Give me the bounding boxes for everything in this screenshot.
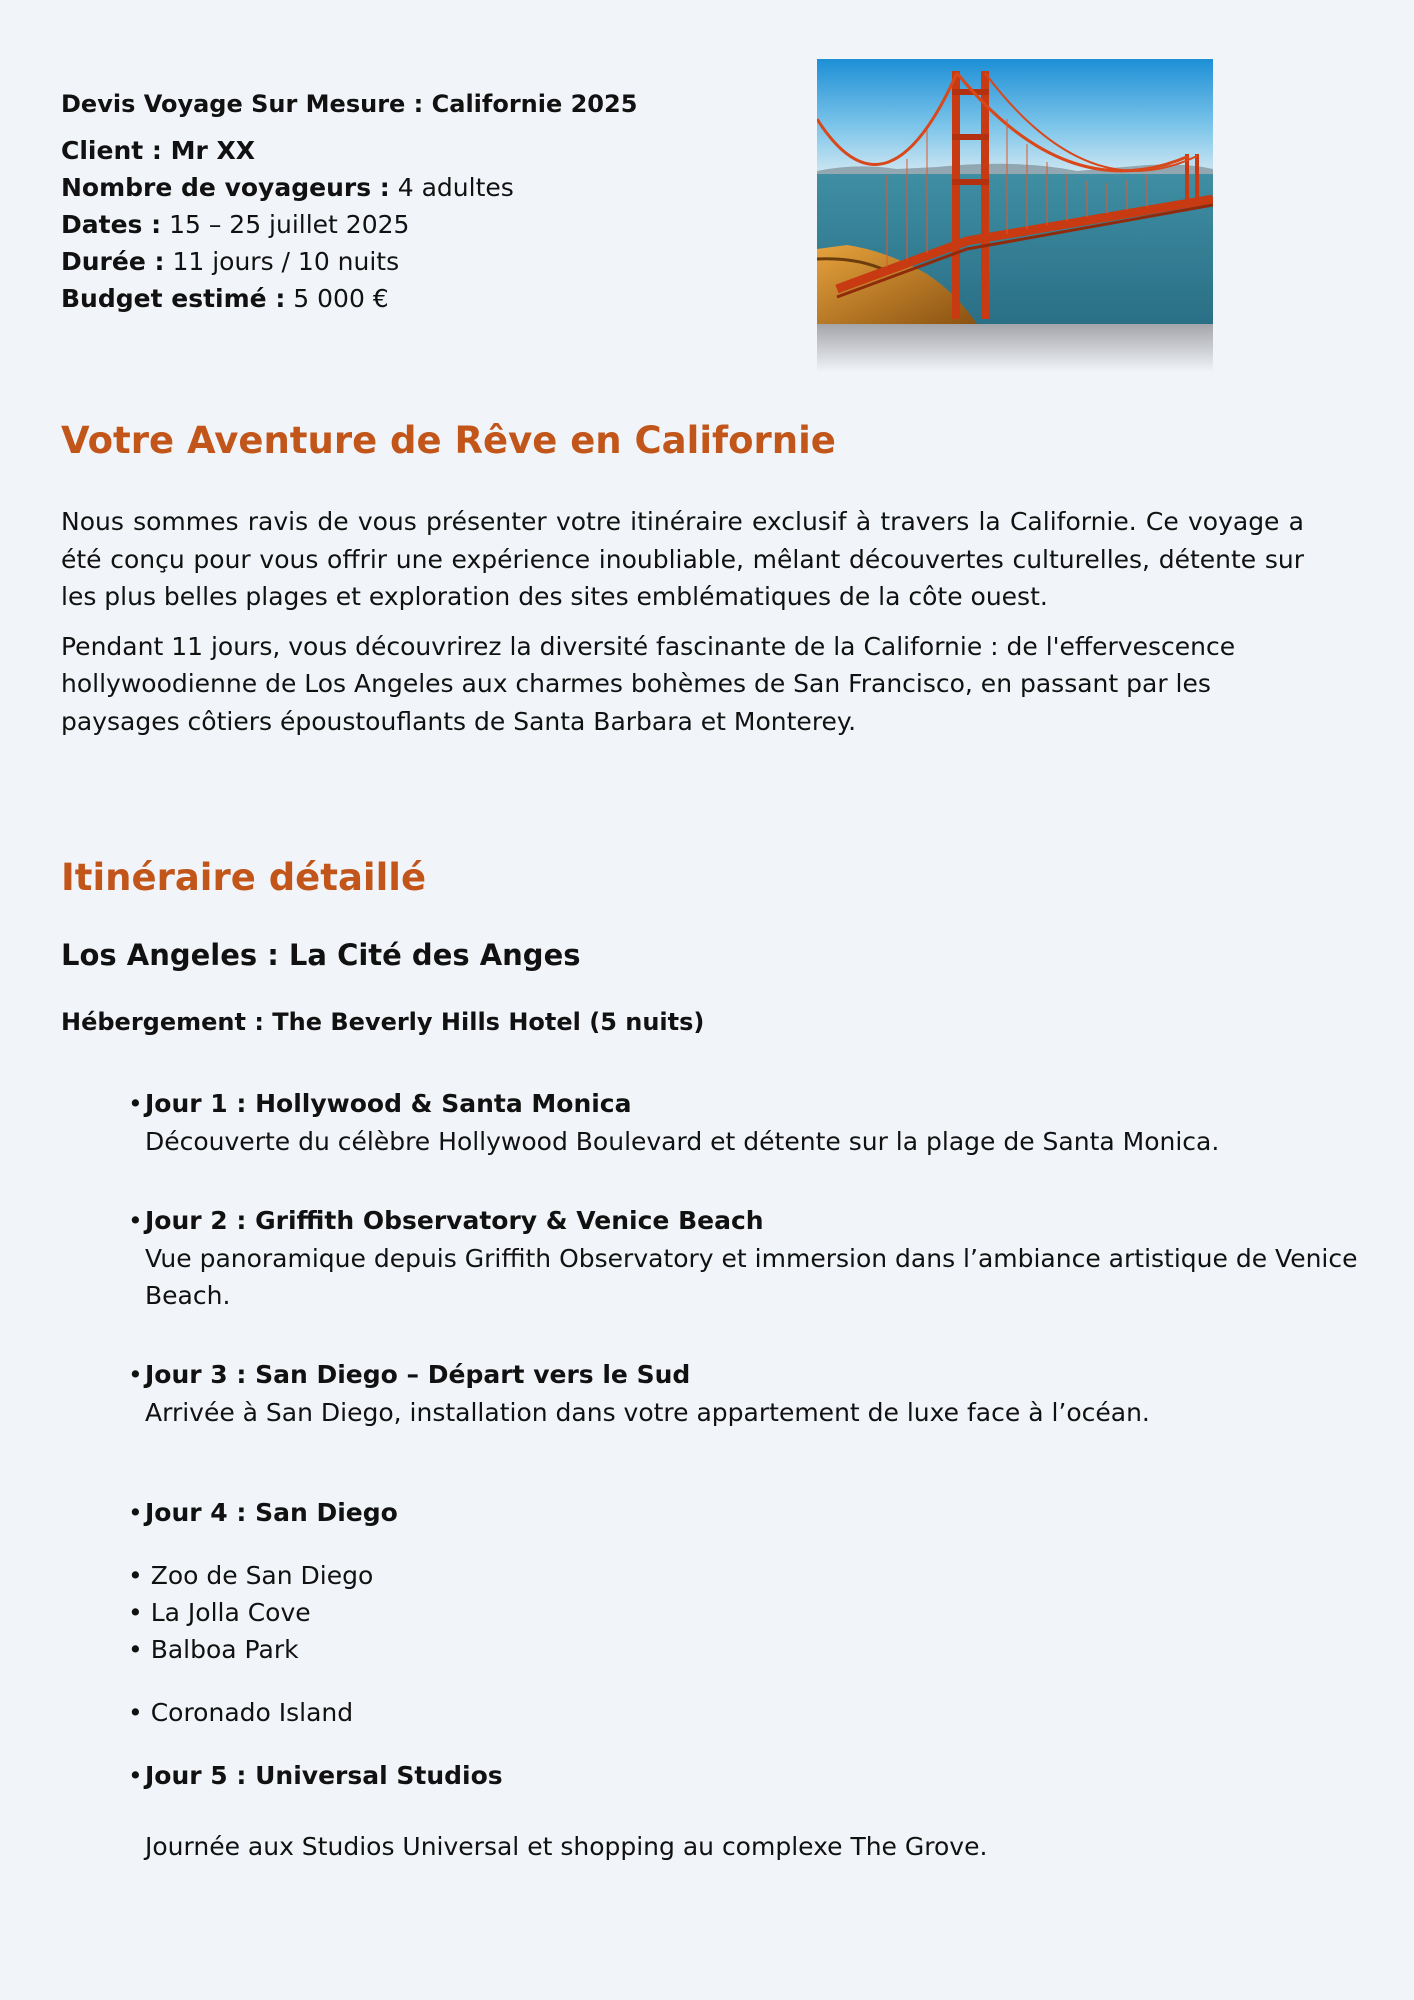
day-description: Beach. — [145, 1281, 231, 1310]
day-item — [128, 1356, 1358, 1431]
day-title: Jour 1 : Hollywood & Santa Monica — [145, 1089, 632, 1118]
intro-paragraph: Nous sommes ravis de vous présenter votre itinéraire exclusif à travers la Californie. Ce voyage a été conçu pour vous offrir une expérience inoubliable, mêlant découvertes culturelles, détente sur les plus belles plages et exploration des sites emblématiques de la côte ouest. — [61, 507, 1304, 611]
list-item: • Balboa Park — [128, 1635, 299, 1664]
day-title: Jour 4 : San Diego — [145, 1498, 398, 1527]
day-description: Vue panoramique depuis Griffith Observatory et immersion dans l’ambiance artistique de Venice — [145, 1243, 1358, 1273]
list-item: • Coronado Island — [128, 1698, 354, 1727]
lodging-line: Hébergement : The Beverly Hills Hotel (5 nuits) — [61, 1008, 705, 1036]
duration-line: Durée : 11 jours / 10 nuits — [61, 247, 400, 276]
bullet: • — [128, 1761, 143, 1790]
day-title: Jour 3 : San Diego – Départ vers le Sud — [145, 1360, 691, 1389]
day-description: Journée aux Studios Universal et shopping au complexe The Grove. — [145, 1831, 988, 1861]
bullet: • — [128, 1089, 143, 1118]
document-title: Devis Voyage Sur Mesure : Californie 2025 — [61, 90, 638, 118]
day-item — [128, 1494, 1358, 1532]
day-title: Jour 5 : Universal Studios — [145, 1761, 503, 1790]
golden-gate-bridge-image — [817, 59, 1213, 369]
quote-header — [61, 86, 761, 317]
bullet: • — [128, 1360, 143, 1389]
city-heading: Los Angeles : La Cité des Anges — [61, 938, 581, 972]
bullet: • — [128, 1498, 143, 1527]
list-item: • La Jolla Cove — [128, 1598, 311, 1627]
dates-line: Dates : 15 – 25 juillet 2025 — [61, 210, 410, 239]
bridge-illustration — [817, 59, 1213, 324]
day-item — [128, 1085, 1358, 1160]
day-title: Jour 2 : Griffith Observatory & Venice Beach — [145, 1206, 764, 1235]
day-item — [128, 1202, 1358, 1315]
travelers-line: Nombre de voyageurs : 4 adultes — [61, 173, 514, 202]
intro-text — [61, 503, 1304, 752]
day-description: Découverte du célèbre Hollywood Boulevard et détente sur la plage de Santa Monica. — [145, 1126, 1220, 1156]
intro-paragraph: Pendant 11 jours, vous découvrirez la diversité fascinante de la Californie : de l'effervescence hollywoodienne de Los Angeles aux charmes bohèmes de San Francisco, en passant par les paysages côtiers époustouflants de Santa Barbara et Monterey. — [61, 631, 1236, 736]
client-line: Client : Mr XX — [61, 136, 256, 165]
image-shadow — [817, 324, 1213, 372]
bullet: • — [128, 1206, 143, 1235]
budget-line: Budget estimé : 5 000 € — [61, 284, 389, 313]
list-item: • Zoo de San Diego — [128, 1561, 374, 1590]
day-description: Arrivée à San Diego, installation dans votre appartement de luxe face à l’océan. — [145, 1397, 1150, 1427]
intro-heading: Votre Aventure de Rêve en Californie — [61, 419, 836, 462]
itinerary-heading: Itinéraire détaillé — [61, 856, 427, 899]
day-item — [128, 1757, 1358, 1865]
